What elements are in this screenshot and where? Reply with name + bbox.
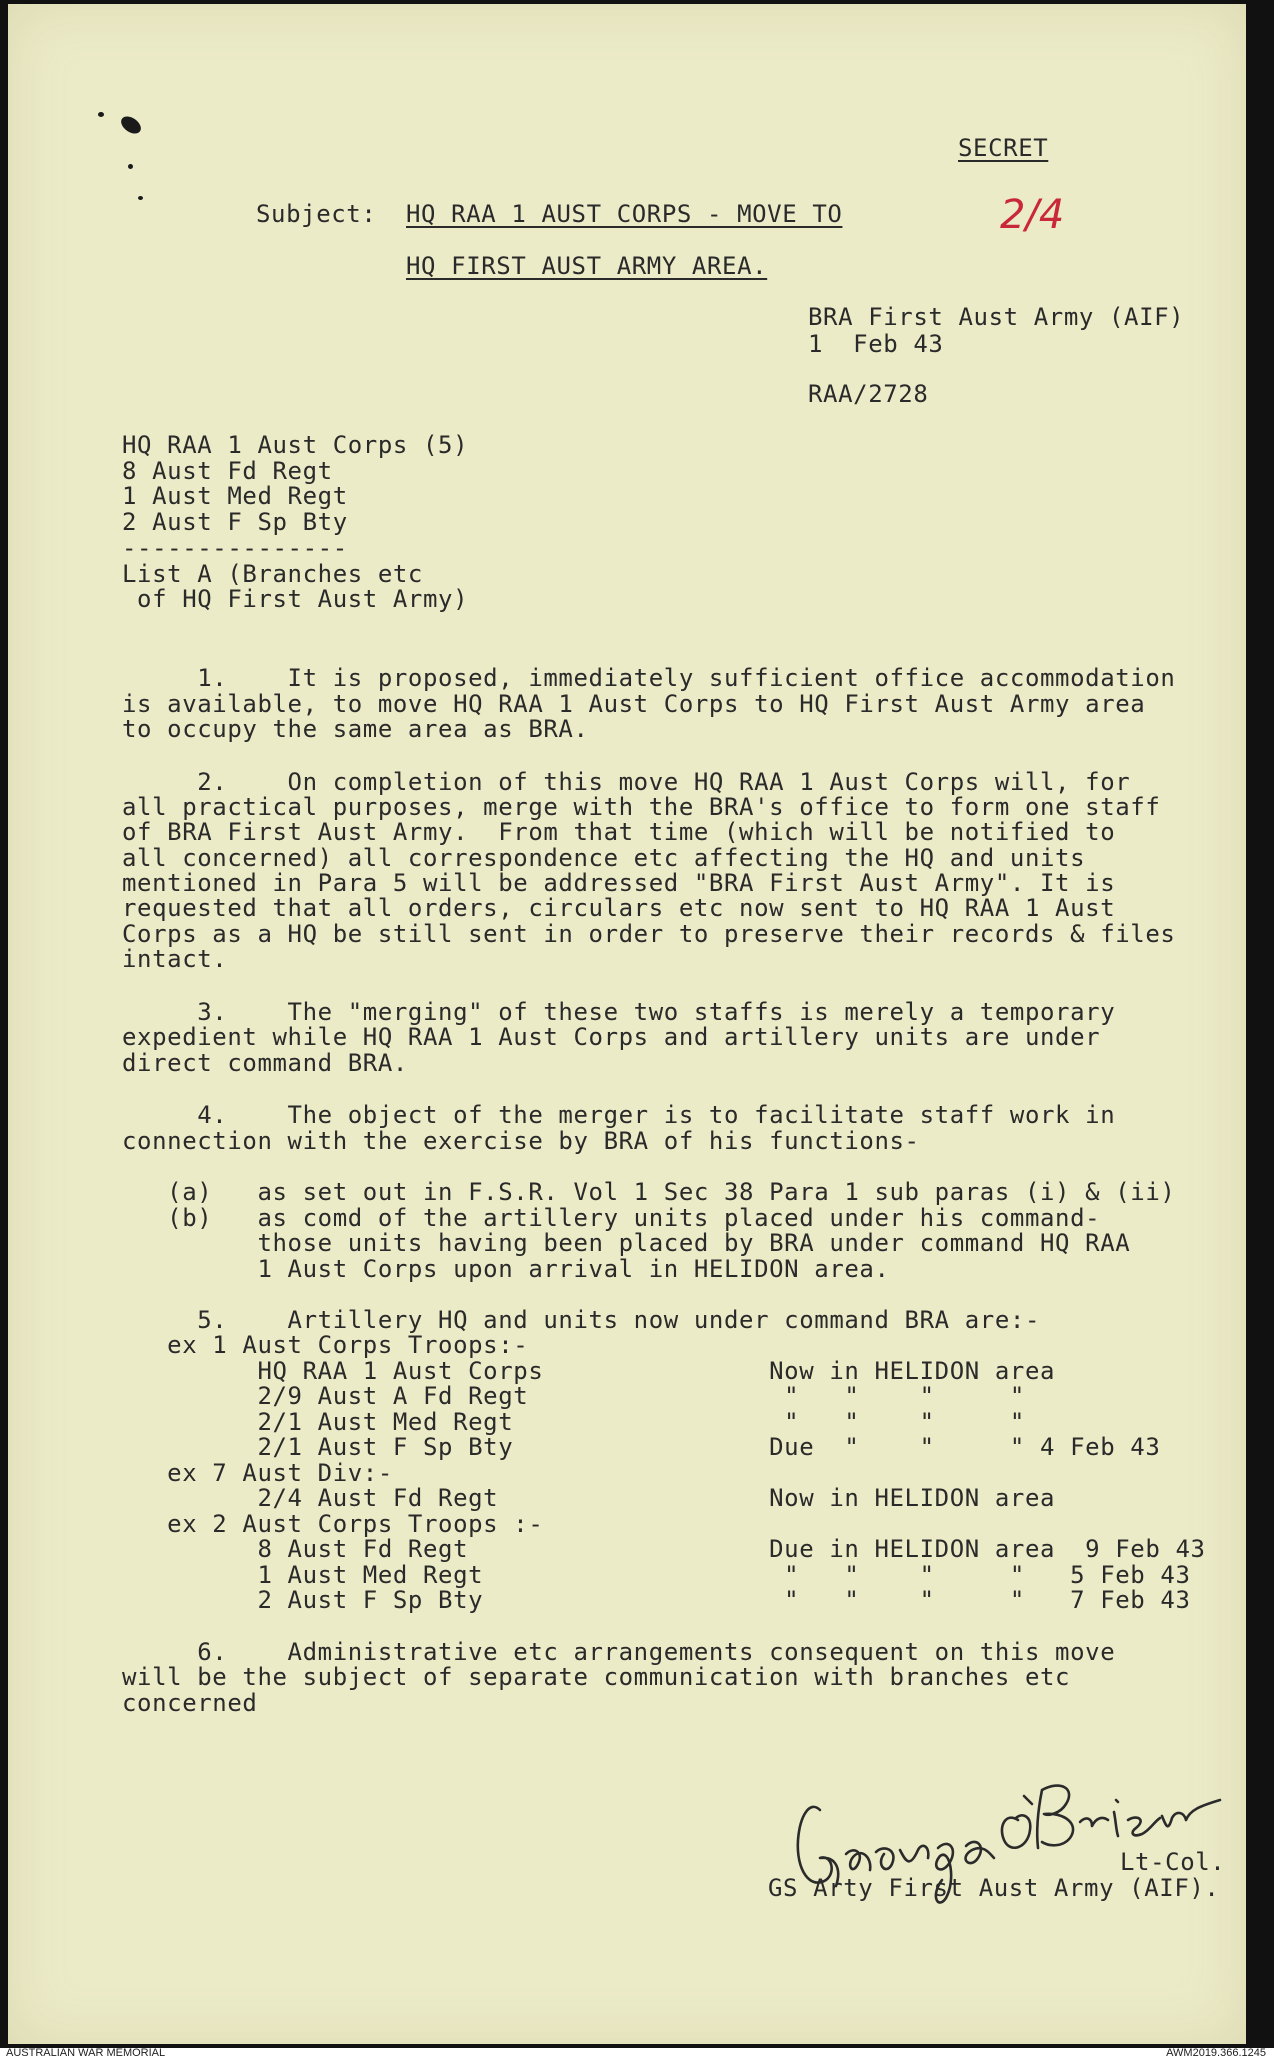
- body-line: 5. Artillery HQ and units now under command BRA are:-: [122, 1306, 1041, 1334]
- body-line: all practical purposes, merge with the BRA's office to form one staff: [122, 793, 1161, 821]
- classification-stamp: SECRET: [958, 134, 1049, 162]
- table-row: 2/1 Aust F Sp Bty Due " " " 4 Feb 43: [122, 1433, 1161, 1461]
- body-line: 3. The "merging" of these two staffs is merely a temporary: [122, 998, 1116, 1026]
- subject-line-2: HQ FIRST AUST ARMY AREA.: [406, 252, 768, 280]
- sub-item: (a) as set out in F.S.R. Vol 1 Sec 38 Para 1 sub paras (i) & (ii): [122, 1178, 1176, 1206]
- addressee: HQ RAA 1 Aust Corps (5): [122, 431, 469, 459]
- sub-item: those units having been placed by BRA under command HQ RAA: [122, 1229, 1131, 1257]
- addressee: 2 Aust F Sp Bty: [122, 508, 348, 536]
- ink-mark: [138, 196, 143, 200]
- body-line: requested that all orders, circulars etc now sent to HQ RAA 1 Aust: [122, 894, 1116, 922]
- list-a-line: of HQ First Aust Army): [122, 585, 469, 613]
- table-row: ex 1 Aust Corps Troops:-: [122, 1331, 529, 1359]
- ink-mark: [128, 164, 133, 169]
- footer-accession-number: AWM2019.366.1245: [1166, 2047, 1266, 2059]
- table-row: 2 Aust F Sp Bty " " " " 7 Feb 43: [122, 1586, 1191, 1614]
- handwritten-file-ref: 2/4: [1000, 192, 1065, 238]
- table-row: 2/9 Aust A Fd Regt " " " ": [122, 1382, 1025, 1410]
- body-line: mentioned in Para 5 will be addressed "BRA First Aust Army". It is: [122, 869, 1116, 897]
- body-line: 4. The object of the merger is to facilitate staff work in: [122, 1101, 1116, 1129]
- body-line: to occupy the same area as BRA.: [122, 715, 589, 743]
- table-row: ex 2 Aust Corps Troops :-: [122, 1510, 544, 1538]
- body-line: of BRA First Aust Army. From that time (which will be notified to: [122, 818, 1116, 846]
- body-line: all concerned) all correspondence etc affecting the HQ and units: [122, 844, 1086, 872]
- signatory-rank: Lt-Col.: [1120, 1848, 1226, 1876]
- table-row: 2/1 Aust Med Regt " " " ": [122, 1408, 1025, 1436]
- sub-item: (b) as comd of the artillery units placed under his command-: [122, 1204, 1101, 1232]
- body-line: expedient while HQ RAA 1 Aust Corps and artillery units are under: [122, 1023, 1101, 1051]
- footer-institution: AUSTRALIAN WAR MEMORIAL: [6, 2047, 166, 2059]
- table-row: 2/4 Aust Fd Regt Now in HELIDON area: [122, 1484, 1056, 1512]
- sender-reference: RAA/2728: [808, 380, 929, 408]
- list-a-line: List A (Branches etc: [122, 560, 423, 588]
- body-line: intact.: [122, 945, 228, 973]
- sender-date: 1 Feb 43: [808, 330, 944, 358]
- table-row: HQ RAA 1 Aust Corps Now in HELIDON area: [122, 1357, 1056, 1385]
- body-line: will be the subject of separate communication with branches etc: [122, 1663, 1071, 1691]
- separator-line: ---------------: [122, 534, 348, 562]
- body-line: 6. Administrative etc arrangements consequent on this move: [122, 1638, 1116, 1666]
- body-line: concerned: [122, 1689, 258, 1717]
- signatory-appointment: GS Arty First Aust Army (AIF).: [768, 1874, 1220, 1902]
- body-line: Corps as a HQ be still sent in order to preserve their records & files: [122, 920, 1176, 948]
- ink-mark: [98, 112, 104, 117]
- body-line: 1. It is proposed, immediately sufficient office accommodation: [122, 664, 1176, 692]
- addressee: 8 Aust Fd Regt: [122, 457, 333, 485]
- body-line: 2. On completion of this move HQ RAA 1 Aust Corps will, for: [122, 768, 1131, 796]
- body-line: is available, to move HQ RAA 1 Aust Corps to HQ First Aust Army area: [122, 690, 1146, 718]
- subject-label: Subject:: [256, 200, 377, 228]
- table-row: 8 Aust Fd Regt Due in HELIDON area 9 Feb 43: [122, 1535, 1206, 1563]
- sub-item: 1 Aust Corps upon arrival in HELIDON area.: [122, 1255, 890, 1283]
- body-line: connection with the exercise by BRA of his functions-: [122, 1127, 920, 1155]
- subject-line-1: HQ RAA 1 AUST CORPS - MOVE TO: [406, 200, 843, 228]
- sender-office: BRA First Aust Army (AIF): [808, 303, 1185, 331]
- addressee: 1 Aust Med Regt: [122, 482, 348, 510]
- table-row: 1 Aust Med Regt " " " " 5 Feb 43: [122, 1561, 1191, 1589]
- body-line: direct command BRA.: [122, 1049, 408, 1077]
- table-row: ex 7 Aust Div:-: [122, 1459, 393, 1487]
